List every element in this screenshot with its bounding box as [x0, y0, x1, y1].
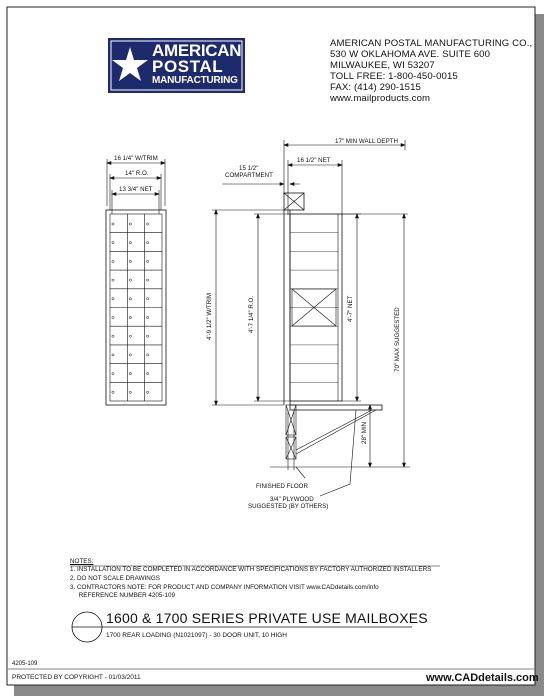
logo-text-manufacturing: MANUFACTURING [152, 75, 238, 86]
logo-text-postal: POSTAL [152, 57, 224, 76]
dim-max-suggested: 70" MAX SUGGESTED [394, 307, 401, 372]
company-website[interactable]: www.mailproducts.com [330, 93, 431, 104]
dim-wall-depth: 17" MIN WALL DEPTH [335, 138, 398, 145]
note-1: 1. INSTALLATION TO BE COMPLETED IN ACCORDANCE WITH SPECIFICATIONS BY FACTORY AUTHORIZED INSTALLERS [70, 566, 432, 573]
drawing-subtitle: 1700 REAR LOADING (N1021097) - 30 DOOR UNIT, 10 HIGH [106, 632, 287, 639]
dim-width-trim: 16 1/4" W/TRIM [114, 155, 158, 162]
company-fax: FAX: (414) 290-1515 [330, 82, 421, 93]
dim-height-net: 4'-7" NET [347, 295, 354, 322]
reference-number: 4205-109 [12, 661, 38, 667]
dim-compartment-top: 15 1/2" [239, 165, 259, 172]
dim-compartment: COMPARTMENT [225, 172, 273, 179]
dim-net-depth: 16 1/2" NET [297, 157, 331, 164]
company-toll-free: TOLL FREE: 1-800-450-0015 [330, 71, 458, 82]
note-3: 3. CONTRACTORS NOTE: FOR PRODUCT AND COMPANY INFORMATION VISIT www.CADdetails.com/info [70, 584, 379, 591]
company-street: 530 W OKLAHOMA AVE. SUITE 600 [330, 49, 491, 60]
dim-min-28: 28" MIN [361, 421, 368, 444]
drawing-title: 1600 & 1700 SERIES PRIVATE USE MAILBOXES [106, 610, 428, 626]
company-city: MILWAUKEE, WI 53207 [330, 60, 435, 71]
copyright-text: PROTECTED BY COPYRIGHT - 01/03/2011 [12, 674, 141, 681]
dim-width-ro: 14" R.O. [125, 170, 149, 177]
label-plywood: 3/4" PLYWOOD [270, 496, 314, 503]
note-3-reference: REFERENCE NUMBER 4205-109 [70, 592, 175, 599]
label-finished-floor: FINISHED FLOOR [256, 483, 308, 490]
logo-text-american: AMERICAN [152, 41, 242, 60]
notes-heading: NOTES: [70, 558, 94, 565]
dim-height-trim: 4'-9 1/2" W/TRIM [206, 292, 213, 340]
dim-width-net: 13 3/4" NET [119, 186, 153, 193]
note-2: 2. DO NOT SCALE DRAWINGS [70, 575, 160, 582]
label-plywood-suggested: SUGGESTED (BY OTHERS) [248, 503, 329, 510]
caddetails-link[interactable]: www.CADdetails.com [426, 672, 539, 684]
dim-height-ro: 4'-7 1/4" R.O. [248, 295, 255, 333]
company-name: AMERICAN POSTAL MANUFACTURING CO., [330, 38, 533, 49]
